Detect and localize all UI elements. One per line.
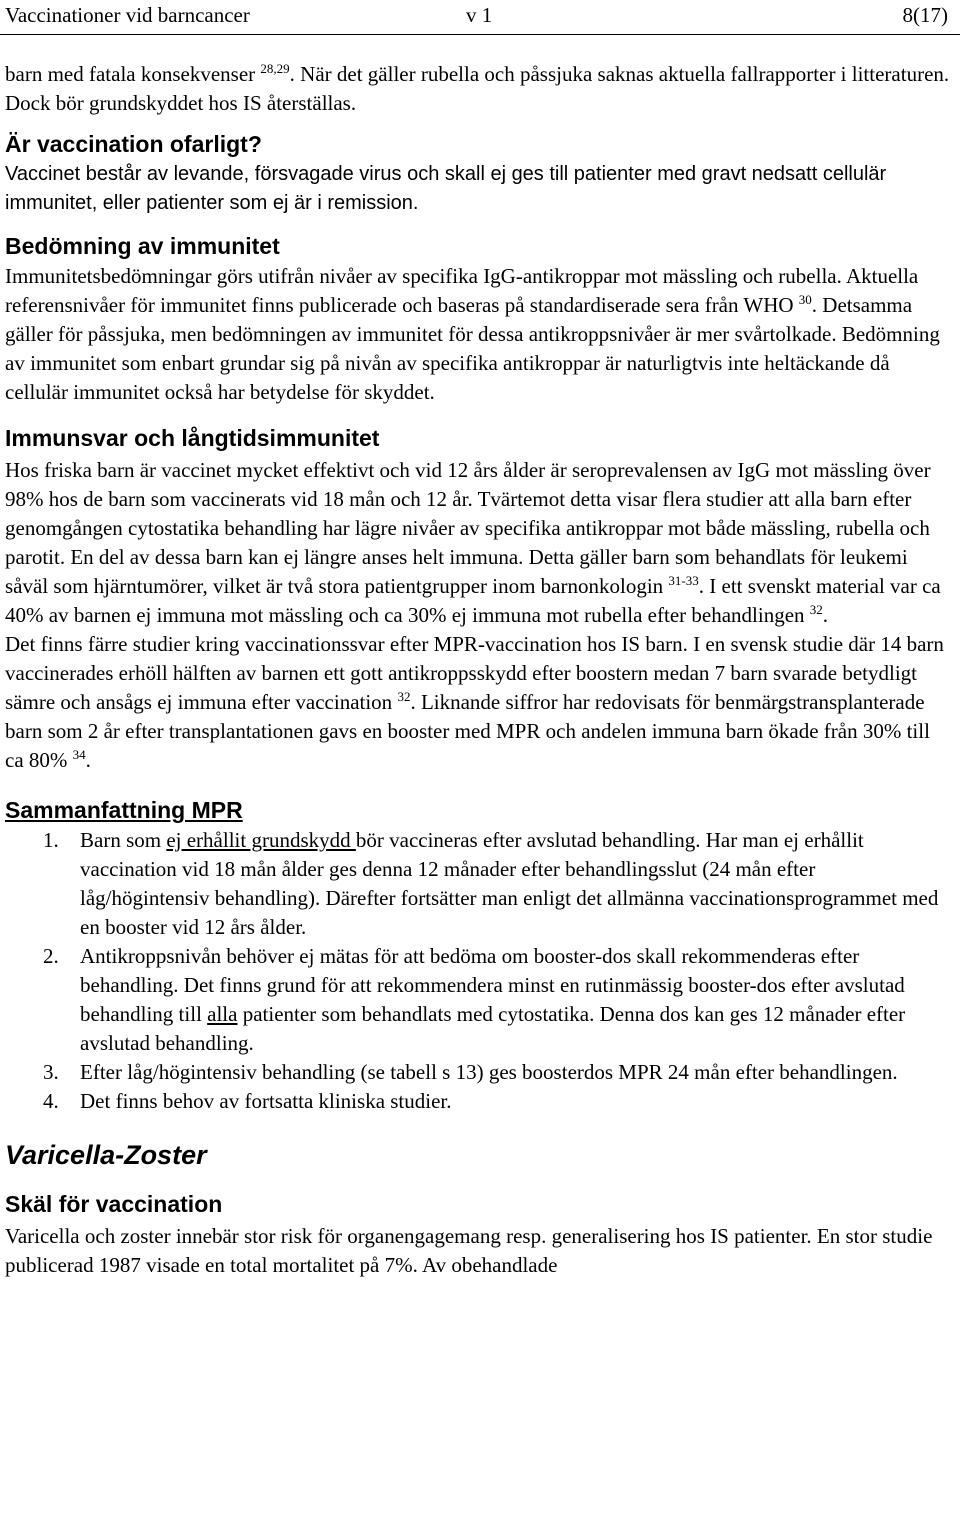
heading-ofarligt: Är vaccination ofarligt? bbox=[5, 131, 262, 157]
paragraph-ofarligt: Vaccinet består av levande, försvagade virus och skall ej ges till patienter med gravt nedsatt cellulär immunitet, eller patienter som ej är i remission. bbox=[5, 163, 887, 214]
page-number: 8(17) bbox=[902, 3, 948, 27]
list-item: 3. Efter låg/högintensiv behandling (se tabell s 13) ges boosterdos MPR 24 mån efter behandlingen. bbox=[43, 1060, 898, 1084]
paragraph-skal: Varicella och zoster innebär stor risk för organengagemang resp. generalisering hos IS patienter. En stor studie publicerad 1987 visade en total mortalitet på 7%. Av obehandlade bbox=[5, 1224, 933, 1277]
paragraph-immunsvar-1: Hos friska barn är vaccinet mycket effektivt och vid 12 års ålder är seroprevalensen av IgG mot mässling över 98% hos de barn som vaccinerats vid 18 mån och 12 år. Tvärtemot detta visar flera studier att alla barn efter genomgången cytostatika behandling har lägre nivåer av specifika antikroppar mot både mässling, rubella och parotit. En del av dessa barn kan ej längre anses helt immuna. Detta gäller barn som behandlats för leukemi såväl som hjärntumörer, vilket är två stora patientgrupper inom barnonkologin $^{31-33}$. I ett svenskt material var ca 40% av barnen ej immuna mot mässling och ca 30% ej immuna mot rubella efter behandlingen $^{32}$. bbox=[5, 458, 941, 627]
summary-list bbox=[5, 826, 950, 1116]
citation: 30 bbox=[798, 292, 812, 307]
citation: 31-33 bbox=[668, 573, 699, 588]
citation: 32 bbox=[809, 602, 823, 617]
list-item: 1. Barn som ej erhållit grundskydd bör vaccineras efter avslutad behandling. Har man ej erhållit vaccination vid 18 mån ålder ges denna 12 månader efter behandlingsslut (24 mån efter låg/högintensiv behandling). Därefter fortsätter man enligt det allmänna vaccinationsprogrammet med en booster vid 12 års ålder. bbox=[43, 828, 939, 939]
citation: 28,29 bbox=[260, 61, 290, 76]
citation: 32 bbox=[397, 689, 411, 704]
heading-bedomning: Bedömning av immunitet bbox=[5, 233, 280, 259]
paragraph-intro: barn med fatala konsekvenser $^{28,29}$. När det gäller rubella och påssjuka saknas aktuella fallrapporter i litteraturen. Dock bör grundskyddet hos IS återställas. bbox=[5, 61, 950, 115]
document-body bbox=[5, 60, 950, 1280]
list-item: 2. Antikroppsnivån behöver ej mätas för att bedöma om booster-dos skall rekommenderas efter behandling. Det finns grund för att rekommendera minst en rutinmässig booster-dos efter avslutad behandling till alla patienter som behandlats med cytostatika. Denna dos kan ges 12 månader efter avslutad behandling. bbox=[43, 944, 906, 1055]
list-item: 4. Det finns behov av fortsatta kliniska studier. bbox=[43, 1089, 452, 1113]
header-rule bbox=[0, 34, 960, 35]
citation: 34 bbox=[72, 747, 86, 762]
page-header bbox=[0, 0, 960, 30]
paragraph-immunsvar-2: Det finns färre studier kring vaccinationssvar efter MPR-vaccination hos IS barn. I en svensk studie där 14 barn vaccinerades erhöll hälften av barnen ett gott antikroppsskydd efter boostern medan 7 barn svarade betydligt sämre och ansågs ej immuna efter vaccination $^{32}$. Liknande siffror har redovisats för benmärgstransplanterade barn som 2 år efter transplantationen gavs en booster med MPR och andelen immuna barn ökade från 30% till ca 80% $^{34}$. bbox=[5, 632, 944, 772]
heading-sammanfattning: Sammanfattning MPR bbox=[5, 797, 243, 823]
heading-immunsvar: Immunsvar och långtidsimmunitet bbox=[5, 425, 380, 451]
paragraph-bedomning: Immunitetsbedömningar görs utifrån nivåer av specifika IgG-antikroppar mot mässling och rubella. Aktuella referensnivåer för immunitet finns publicerade och baseras på standardiserade sera från WHO $^{30}$. Detsamma gäller för påssjuka, men bedömningen av immunitet för dessa antikroppsnivåer är mer svårtolkade. Bedömning av immunitet som enbart grundar sig på nivån av specifika antikroppar är naturligtvis inte heltäckande då cellulär immunitet också har betydelse för skyddet. bbox=[5, 264, 940, 404]
heading-skal: Skäl för vaccination bbox=[5, 1191, 223, 1217]
heading-varicella: Varicella-Zoster bbox=[5, 1140, 207, 1170]
document-title: Vaccinationer vid barncancer bbox=[5, 3, 250, 27]
document-version: v 1 bbox=[466, 3, 493, 27]
